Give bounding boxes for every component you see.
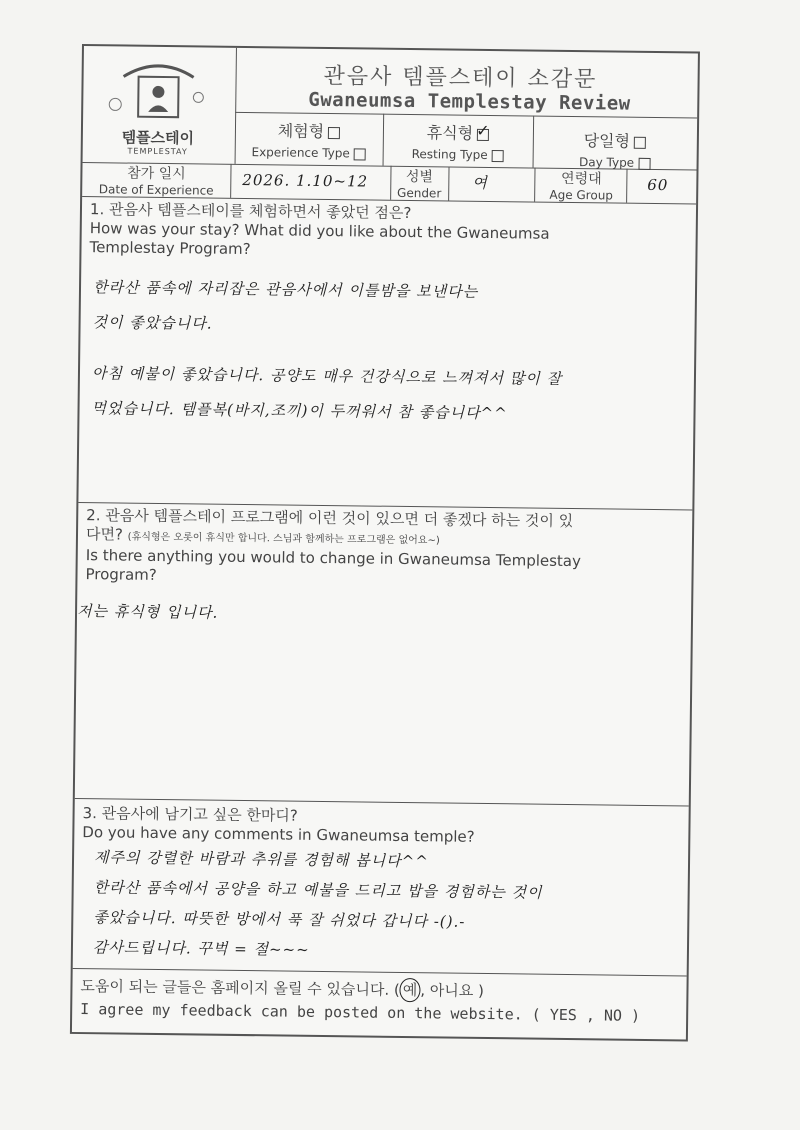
gender-label [392, 166, 446, 201]
answer-1-line: 아침 예불이 좋았습니다. 공양도 매우 건강식으로 느껴져서 많이 잘 [91, 364, 563, 388]
question-1-ko: 1. 관음사 템플스테이를 체험하면서 좋았던 점은? [89, 200, 412, 223]
checkbox-icon[interactable] [634, 136, 646, 148]
type-day[interactable] [533, 128, 697, 171]
date-label [86, 162, 226, 198]
title-en: Gwaneumsa Templestay Review [308, 88, 631, 115]
answer-2-line: 저는 휴식형 입니다. [76, 601, 219, 622]
date-label-ko: 참가 일시 [127, 165, 186, 183]
answer-2[interactable] [77, 594, 681, 636]
question-3-ko: 3. 관음사에 남기고 싶은 한마디? [82, 804, 298, 825]
question-1-en-line1: How was your stay? What did you like about the Gwaneumsa [89, 219, 550, 243]
checkbox-icon[interactable] [492, 150, 504, 162]
type-experience[interactable] [235, 118, 383, 161]
question-2-ko-line2: 다면? [85, 525, 124, 544]
question-2-en-line1: Is there anything you would to change in Gwaneumsa Templestay [85, 546, 582, 571]
answer-3-line: 제주의 강렬한 바람과 추위를 경험해 봅니다^^ [93, 848, 429, 871]
question-3 [73, 798, 689, 976]
consent-ko-prefix: 도움이 되는 글들은 홈페이지 올릴 수 있습니다. ( [80, 977, 400, 999]
logo-text-en: TEMPLESTAY [127, 146, 188, 157]
answer-3-line: 좋았습니다. 따뜻한 방에서 푹 잘 쉬었다 갑니다 -().- [93, 908, 466, 931]
answer-3[interactable] [93, 842, 678, 969]
checked-checkbox-icon[interactable] [477, 128, 489, 140]
gender-label-ko: 성별 [405, 168, 434, 186]
answer-1-line: 것이 좋았습니다. [92, 313, 213, 333]
type-experience-en: Experience Type [251, 145, 350, 161]
date-label-en: Date of Experience [98, 182, 214, 198]
templestay-logo [83, 46, 234, 164]
answer-1[interactable] [91, 270, 685, 433]
question-1 [78, 196, 696, 510]
question-1-en-line2: Templestay Program? [89, 238, 251, 259]
logo-text-ko: 템플스테이 [121, 128, 195, 148]
age-value[interactable]: 60 [647, 175, 669, 195]
question-2-en-line2: Program? [85, 565, 157, 584]
age-label [538, 168, 624, 203]
consent-yes-selected[interactable]: 예 [400, 978, 421, 1002]
checkbox-icon[interactable] [638, 157, 650, 169]
consent [80, 974, 681, 1027]
answer-3-line: 한라산 품속에서 공양을 하고 예불을 드리고 밥을 경험하는 것이 [93, 878, 543, 902]
question-3-en: Do you have any comments in Gwaneumsa temple? [82, 823, 475, 846]
gender-value[interactable]: 여 [472, 173, 488, 192]
type-resting[interactable] [383, 120, 533, 163]
date-value[interactable]: 2026. 1.10~12 [242, 170, 369, 191]
age-label-ko: 연령대 [560, 170, 602, 188]
review-form [70, 44, 700, 1041]
type-day-label: 당일형 [583, 131, 631, 151]
question-2 [75, 502, 693, 806]
question-2-ko: 2. 관음사 템플스테이 프로그램에 이런 것이 있으면 더 좋겠다 하는 것이 있 [86, 506, 574, 531]
info-divider [230, 164, 231, 198]
temple-logo-icon [83, 46, 234, 128]
type-experience-label: 체험형 [277, 121, 325, 141]
age-label-en: Age Group [549, 187, 614, 203]
question-2-text [85, 506, 686, 591]
answer-1-line: 한라산 품속에 자리잡은 관음사에서 이틀밤을 보낸다는 [92, 278, 479, 301]
question-1-text [89, 200, 690, 264]
type-resting-label: 휴식형 [426, 123, 474, 143]
title-ko: 관음사 템플스테이 소감문 [323, 63, 598, 93]
consent-ko-suffix: , 아니요 ) [420, 981, 485, 1000]
question-2-note: (휴식형은 오롯이 휴식만 합니다. 스님과 함께하는 프로그램은 없어요~) [127, 531, 440, 547]
type-resting-en: Resting Type [411, 147, 488, 162]
checkbox-icon[interactable] [328, 127, 340, 139]
consent-en: I agree my feedback can be posted on the website. ( YES , NO ) [80, 1000, 641, 1025]
answer-1-line: 먹었습니다. 템플복(바지,조끼)이 두꺼워서 참 좋습니다^^ [91, 399, 508, 423]
checkbox-icon[interactable] [354, 148, 366, 160]
type-day-en: Day Type [578, 155, 635, 170]
answer-3-line: 감사드립니다. 꾸벅 = 절~~~ [92, 938, 310, 959]
gender-label-en: Gender [396, 185, 442, 201]
header-row [83, 46, 698, 170]
